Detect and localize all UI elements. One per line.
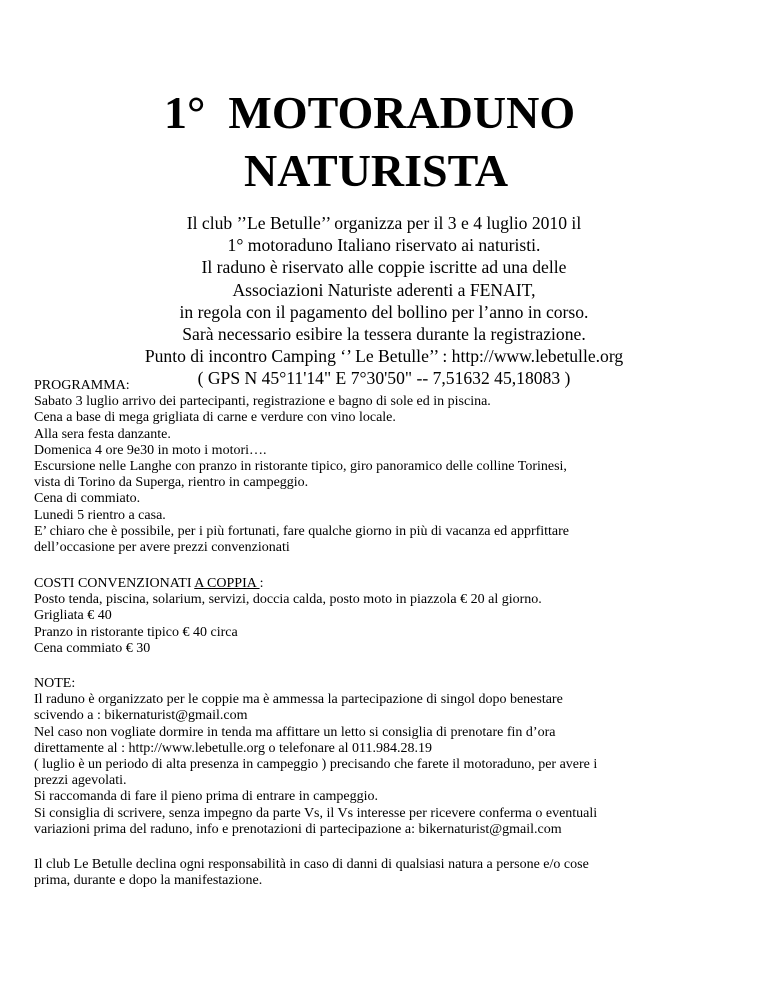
programma-line: Cena di commiato. [34, 491, 141, 507]
programma-line: Sabato 3 luglio arrivo dei partecipanti, registrazione e bagno di sole ed in piscina. [34, 394, 491, 410]
title-line-2: NATURISTA [244, 145, 509, 196]
disclaimer-line: prima, durante e dopo la manifestazione. [34, 873, 263, 889]
note-line: Si consiglia di scrivere, senza impegno da parte Vs, il Vs interesse per ricevere conferma o eventuali [34, 805, 598, 821]
note-heading: NOTE: [34, 676, 76, 691]
disclaimer-line: Il club Le Betulle declina ogni responsabilità in caso di danni di qualsiasi natura a persone e/o cose [34, 857, 589, 872]
note-line: Nel caso non vogliate dormire in tenda ma affittare un letto si consiglia di prenotare fin d’ora [34, 724, 556, 740]
programma-line: vista di Torino da Superga, rientro in campeggio. [34, 475, 309, 491]
programma-line: Domenica 4 ore 9e30 in moto i motori…. [34, 442, 267, 458]
title-line-1: 1° MOTORADUNO [164, 87, 576, 138]
intro-paragraph [0, 212, 768, 390]
intro-line: Il club ’’Le Betulle’’ organizza per il 3 e 4 luglio 2010 il [186, 213, 582, 233]
programma-line: Escursione nelle Langhe con pranzo in ristorante tipico, giro panoramico delle colline Torinesi, [34, 459, 567, 475]
note-line: prezzi agevolati. [34, 773, 127, 789]
costi-section [34, 576, 744, 657]
programma-heading: PROGRAMMA: [34, 378, 130, 393]
costi-line: Grigliata € 40 [34, 608, 112, 624]
programma-line: Alla sera festa danzante. [34, 426, 171, 442]
note-line: variazioni prima del raduno, info e prenotazioni di partecipazione a: bikernaturist@gmail.com [34, 821, 562, 837]
intro-line: Punto di incontro Camping ‘’ Le Betulle’’ : http://www.lebetulle.org [144, 346, 624, 367]
note-line: Si raccomanda di fare il pieno prima di entrare in campeggio. [34, 789, 379, 805]
costi-line: Cena commiato € 30 [34, 640, 151, 656]
note-line: scivendo a : bikernaturist@gmail.com [34, 708, 248, 724]
intro-line: in regola con il pagamento del bollino per l’anno in corso. [179, 301, 589, 322]
programma-line: E’ chiaro che è possibile, per i più fortunati, fare qualche giorno in più di vacanza ed apprfittare [34, 523, 570, 539]
costi-line: Posto tenda, piscina, solarium, servizi, doccia calda, posto moto in piazzola € 20 al giorno. [34, 592, 542, 608]
intro-line: Il raduno è riservato alle coppie iscritte ad una delle [201, 257, 567, 278]
costi-heading-suffix: : [259, 576, 264, 591]
intro-line: ( GPS N 45°11'14" E 7°30'50" -- 7,51632 45,18083 ) [197, 368, 571, 389]
programma-line: Cena a base di mega grigliata di carne e verdure con vino locale. [34, 410, 396, 426]
intro-line: Associazioni Naturiste aderenti a FENAIT, [232, 279, 536, 300]
intro-line: 1° motoraduno Italiano riservato ai naturisti. [227, 235, 541, 256]
disclaimer-section [34, 857, 744, 889]
costi-line: Pranzo in ristorante tipico € 40 circa [34, 624, 238, 640]
page-title [0, 84, 768, 200]
note-section [34, 676, 744, 838]
note-line: Il raduno è organizzato per le coppie ma è ammessa la partecipazione di singol dopo benestare [34, 692, 563, 708]
programma-line: dell’occasione per avere prezzi convenzionati [34, 540, 290, 556]
note-line: ( luglio è un periodo di alta presenza in campeggio ) precisando che farete il motoraduno, per avere i [34, 757, 598, 773]
note-line: direttamente al : http://www.lebetulle.org o telefonare al 011.984.28.19 [34, 740, 432, 756]
programma-section [34, 378, 744, 556]
costi-heading [34, 576, 744, 592]
intro-line: Sarà necessario esibire la tessera durante la registrazione. [182, 324, 586, 345]
programma-line: Lunedi 5 rientro a casa. [34, 507, 166, 523]
costi-heading-prefix: COSTI CONVENZIONATI [34, 576, 195, 591]
costi-heading-underlined: A COPPIA [194, 576, 260, 591]
